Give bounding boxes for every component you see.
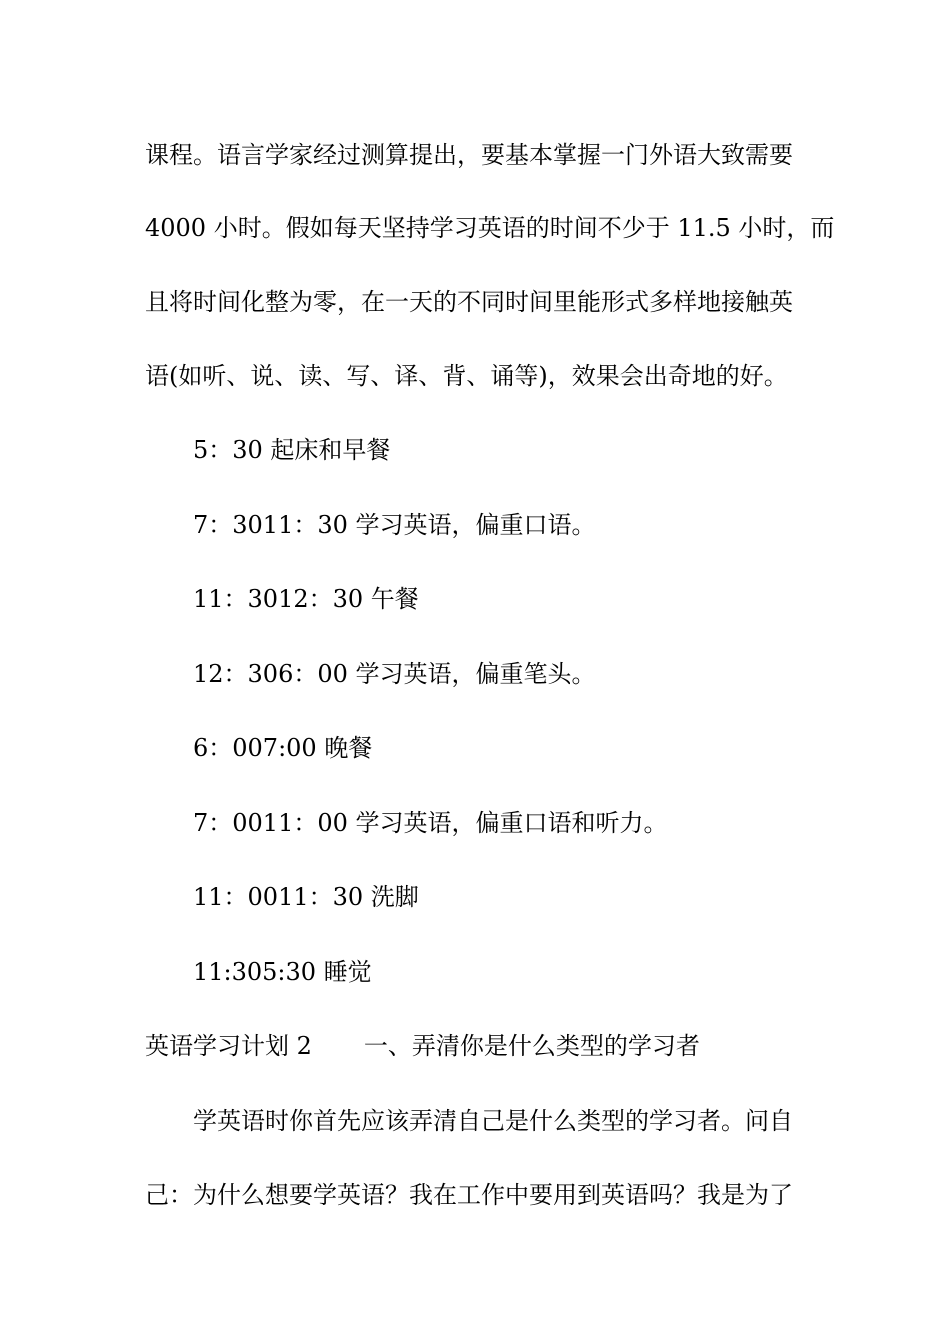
- paragraph-line: 课程。语言学家经过测算提出，要基本掌握一门外语大致需要: [145, 141, 793, 169]
- paragraph-line: 语(如听、说、读、写、译、背、诵等)，效果会出奇地的好。: [145, 362, 788, 390]
- schedule-item: 11：3012：30 午餐: [193, 585, 419, 613]
- schedule-item: 11:305:30 睡觉: [193, 958, 372, 986]
- schedule-item: 7：0011：00 学习英语，偏重口语和听力。: [193, 809, 668, 837]
- schedule-item: 11：0011：30 洗脚: [193, 883, 419, 911]
- section-subtitle: 一、弄清你是什么类型的学习者: [363, 1032, 700, 1060]
- section-heading: [145, 1031, 810, 1061]
- schedule-item: 7：3011：30 学习英语，偏重口语。: [193, 511, 596, 539]
- paragraph-line: 己：为什么想要学英语？我在工作中要用到英语吗？我是为了: [145, 1181, 793, 1209]
- schedule-item: 6：007:00 晚餐: [193, 734, 373, 762]
- schedule-item: 12：306：00 学习英语，偏重笔头。: [193, 660, 596, 688]
- paragraph-line: 学英语时你首先应该弄清自己是什么类型的学习者。问自: [193, 1107, 793, 1135]
- schedule-item: 5：30 起床和早餐: [193, 436, 391, 464]
- section-title: 英语学习计划 2: [145, 1032, 312, 1060]
- paragraph-line: 且将时间化整为零，在一天的不同时间里能形式多样地接触英: [145, 288, 793, 316]
- paragraph-line: 4000 小时。假如每天坚持学习英语的时间不少于 11.5 小时，而: [145, 214, 835, 242]
